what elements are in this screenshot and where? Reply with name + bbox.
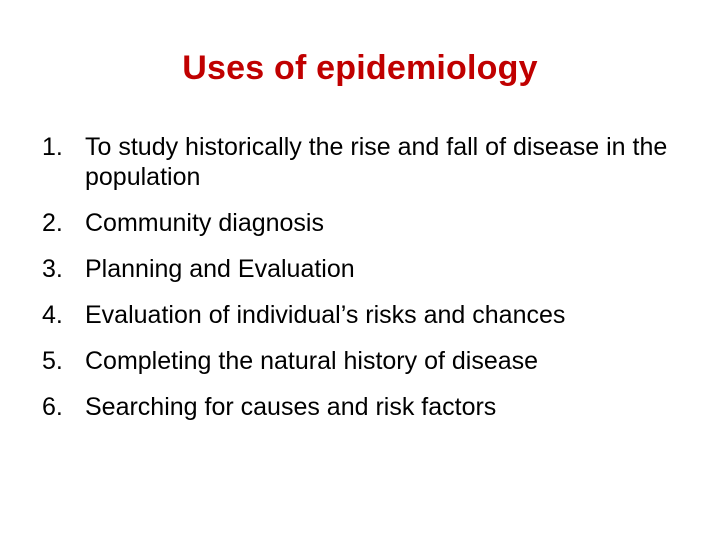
- list-item-text: Evaluation of individual’s risks and chances: [85, 301, 566, 329]
- list-item-text: Searching for causes and risk factors: [85, 393, 497, 421]
- list-item-number: 5.: [42, 347, 63, 375]
- list-item: [42, 346, 682, 376]
- list-item: [42, 132, 682, 192]
- slide-title: Uses of epidemiology: [182, 49, 538, 87]
- list-item-number: 1.: [42, 133, 63, 161]
- uses-list: [42, 132, 682, 438]
- list-item: [42, 392, 682, 422]
- list-item-number: 3.: [42, 255, 63, 283]
- list-item-text: Planning and Evaluation: [85, 255, 355, 283]
- list-item-text: Community diagnosis: [85, 209, 324, 237]
- list-item-number: 4.: [42, 301, 63, 329]
- list-item-number: 6.: [42, 393, 63, 421]
- list-item: [42, 254, 682, 284]
- list-item-text: Completing the natural history of disease: [85, 347, 539, 375]
- list-item-number: 2.: [42, 209, 63, 237]
- list-item: [42, 208, 682, 238]
- list-item: [42, 300, 682, 330]
- list-item-text: To study historically the rise and fall of disease in the population: [85, 133, 668, 191]
